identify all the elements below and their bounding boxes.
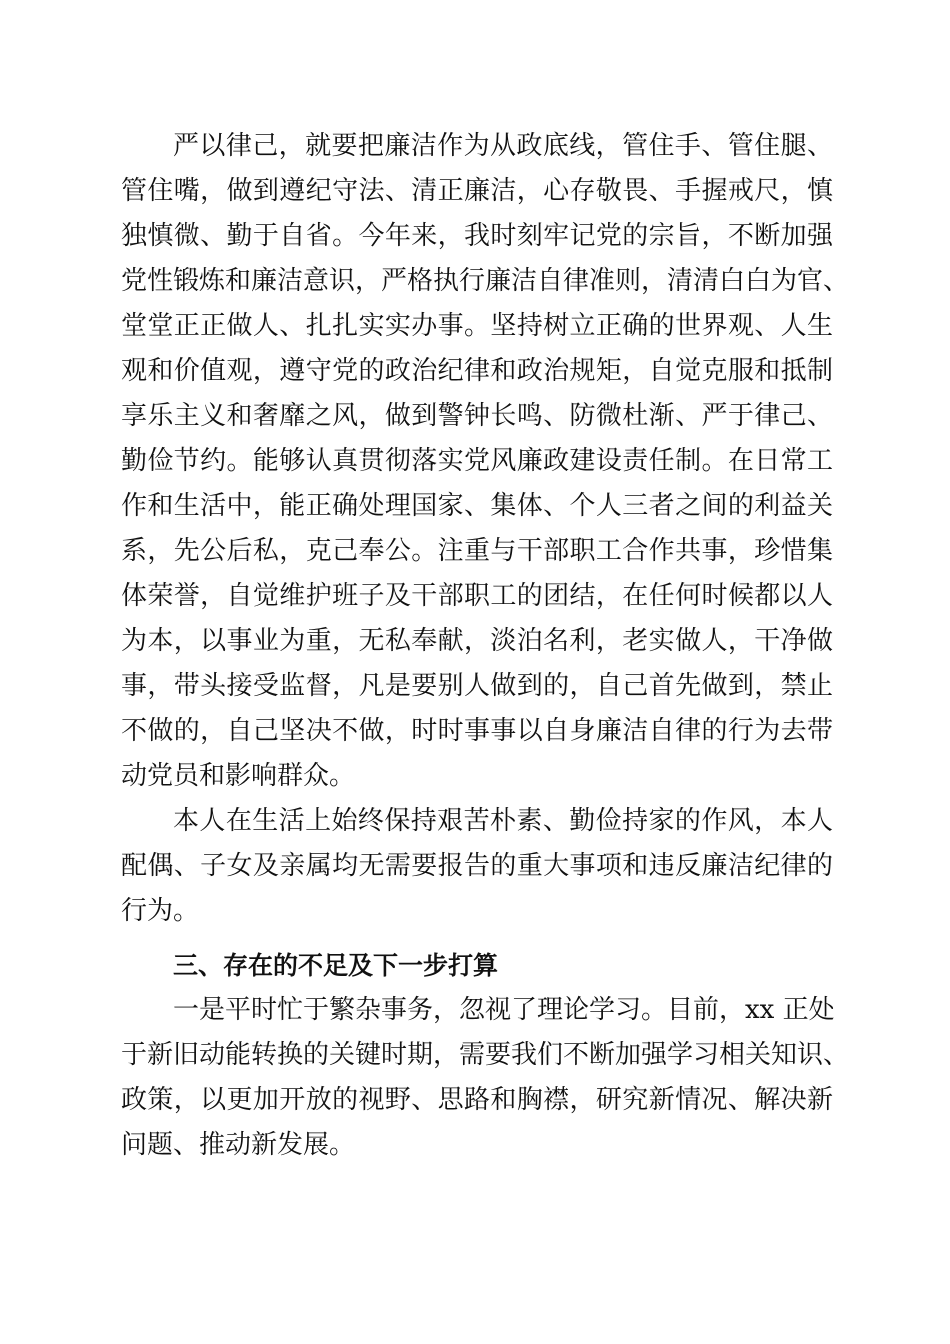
paragraph-line: 观和价值观，遵守党的政治纪律和政治规矩，自觉克服和抵制 — [121, 356, 833, 386]
paragraph-line: 严以律己，就要把廉洁作为从政底线，管住手、管住腿、 — [173, 131, 833, 161]
paragraph-line: 动党员和影响群众。 — [121, 761, 356, 791]
paragraph-line: 系，先公后私，克己奉公。注重与干部职工合作共事，珍惜集 — [121, 536, 833, 566]
section-heading: 三、存在的不足及下一步打算 — [173, 951, 499, 980]
paragraph-line: 行为。 — [121, 896, 200, 926]
paragraph-line: 党性锻炼和廉洁意识，严格执行廉洁自律准则，清清白白为官、 — [121, 266, 850, 296]
paragraph-line: 不做的，自己坚决不做，时时事事以自身廉洁自律的行为去带 — [121, 716, 833, 746]
paragraph-line: 管住嘴，做到遵纪守法、清正廉洁，心存敬畏、手握戒尺，慎 — [121, 176, 833, 206]
paragraph-line: 作和生活中，能正确处理国家、集体、个人三者之间的利益关 — [121, 491, 833, 521]
paragraph-line: 问题、推动新发展。 — [121, 1130, 356, 1160]
paragraph-line: 为本，以事业为重，无私奉献，淡泊名利，老实做人，干净做 — [121, 626, 833, 656]
paragraph-line: 本人在生活上始终保持艰苦朴素、勤俭持家的作风，本人 — [173, 806, 833, 836]
paragraph-line: 事，带头接受监督，凡是要别人做到的，自己首先做到，禁止 — [121, 671, 833, 701]
paragraph-line: 政策，以更加开放的视野、思路和胸襟，研究新情况、解决新 — [121, 1085, 833, 1115]
paragraph-family-report — [121, 799, 833, 934]
paragraph-line: 勤俭节约。能够认真贯彻落实党风廉政建设责任制。在日常工 — [121, 446, 833, 476]
paragraph-line: 享乐主义和奢靡之风，做到警钟长鸣、防微杜渐、严于律己、 — [121, 401, 833, 431]
paragraph-line: 一是平时忙于繁杂事务，忽视了理论学习。目前，xx 正处 — [173, 995, 835, 1025]
paragraph-shortcomings — [121, 988, 850, 1168]
section-spacer — [121, 934, 833, 943]
document-body — [121, 124, 850, 1168]
paragraph-line: 堂堂正正做人、扎扎实实办事。坚持树立正确的世界观、人生 — [121, 311, 833, 341]
paragraph-line: 于新旧动能转换的关键时期，需要我们不断加强学习相关知识、 — [121, 1040, 850, 1070]
paragraph-self-discipline — [121, 124, 850, 799]
paragraph-line: 体荣誉，自觉维护班子及干部职工的团结，在任何时候都以人 — [121, 581, 833, 611]
paragraph-line: 配偶、子女及亲属均无需要报告的重大事项和违反廉洁纪律的 — [121, 851, 833, 881]
paragraph-line: 独慎微、勤于自省。今年来，我时刻牢记党的宗旨，不断加强 — [121, 221, 833, 251]
